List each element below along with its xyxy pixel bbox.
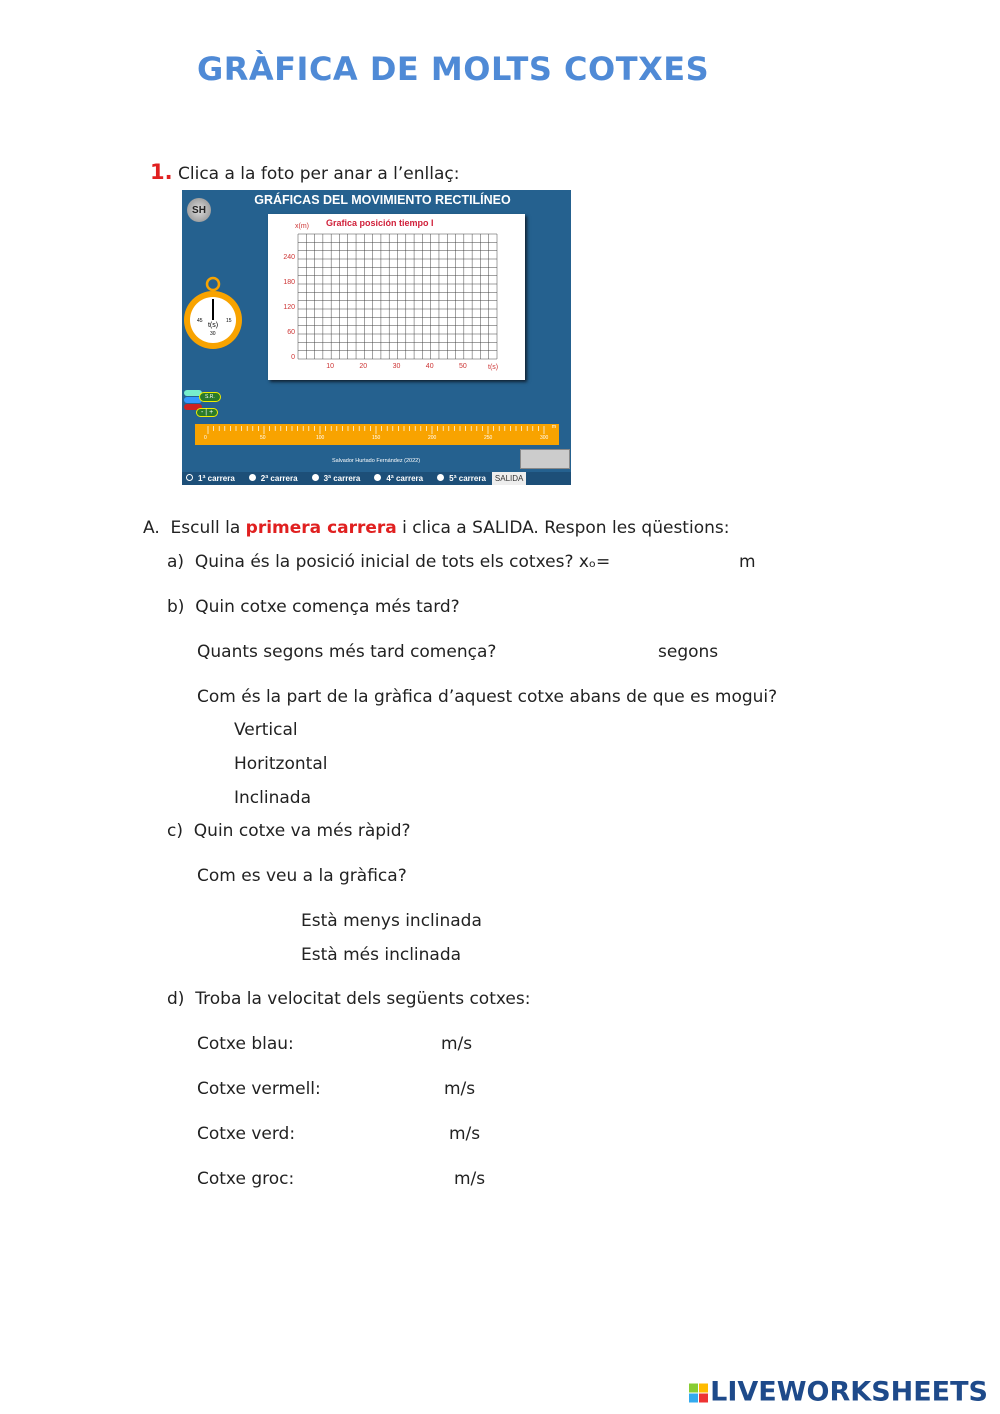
race-selector: [182, 472, 571, 485]
ruler-tick-label: 250: [484, 435, 493, 441]
option-less-inclined[interactable]: Està menys inclinada: [301, 911, 482, 931]
race-option[interactable]: 2ª carrera: [249, 472, 298, 485]
reference-system-button[interactable]: S.R.: [199, 392, 221, 402]
ruler-tick-label: 300: [540, 435, 549, 441]
y-tick-label: 240: [283, 254, 295, 261]
answer-unit: m/s: [441, 1034, 473, 1054]
answer-unit: m: [739, 552, 756, 572]
option-horizontal[interactable]: Horitzontal: [234, 754, 328, 774]
chart-grid: [268, 214, 525, 380]
section-a: A. Escull la primera carrera i clica a SALIDA. Respon les qüestions:: [143, 518, 730, 538]
clock-label: t(s): [207, 322, 219, 329]
question-c: c) Quin cotxe va més ràpid?: [167, 821, 411, 841]
answer-unit: segons: [658, 642, 719, 662]
answer-unit: m/s: [444, 1079, 476, 1099]
race-option[interactable]: 1ª carrera: [186, 472, 235, 485]
ruler-unit: m: [551, 424, 556, 430]
race-option[interactable]: 4ª carrera: [374, 472, 423, 485]
cc-license-icon: [520, 449, 570, 469]
ruler-tick-label: 150: [372, 435, 381, 441]
x-tick-label: 10: [326, 363, 334, 370]
question-d: d) Troba la velocitat dels següents cotxes:: [167, 989, 531, 1009]
car-blue-label: Cotxe blau:: [197, 1034, 294, 1054]
question-a: a) Quina és la posició inicial de tots els cotxes? xₒ=: [167, 552, 611, 572]
question-b3: Com és la part de la gràfica d’aquest cotxe abans de que es mogui?: [197, 687, 778, 707]
simulation-link-image[interactable]: GRÁFICAS DEL MOVIMIENTO RECTILÍNEO SH t(s) 45 15 30 Grafica posición tiempo I x(m) t(s) 0 60 120 180 240 10 20 30 40 50 S.R. - | + m 0 50 100 150 200 250 300 Salvador Hurtado Fernández (2022) 1ª carrera 2ª carrera 3ª carrera 4ª carrera 5ª carrera SALIDA: [182, 190, 571, 485]
svg-text:45: 45: [197, 318, 203, 324]
sim-logo: SH: [187, 198, 211, 222]
x-tick-label: 40: [425, 363, 434, 370]
chart-title: Grafica posición tiempo I: [326, 218, 434, 228]
page-title: GRÀFICA DE MOLTS COTXES: [197, 50, 710, 88]
race-option[interactable]: 5ª carrera: [437, 472, 486, 485]
position-time-chart: [268, 214, 525, 380]
y-tick-label: 120: [283, 304, 295, 311]
answer-unit: m/s: [454, 1169, 486, 1189]
y-tick-label: 60: [287, 329, 295, 336]
sim-title: GRÁFICAS DEL MOVIMIENTO RECTILÍNEO: [254, 193, 511, 207]
question-b: b) Quin cotxe comença més tard?: [167, 597, 460, 617]
car-yellow-label: Cotxe groc:: [197, 1169, 295, 1189]
ruler-tick-label: 100: [316, 435, 325, 441]
x-tick-label: 20: [359, 363, 368, 370]
option-vertical[interactable]: Vertical: [234, 720, 298, 740]
question-b2: Quants segons més tard comença?: [197, 642, 497, 662]
ruler-tick-label: 0: [204, 435, 207, 441]
answer-unit: m/s: [449, 1124, 481, 1144]
ruler-tick-label: 50: [260, 435, 266, 441]
question-number: 1.: [150, 160, 173, 184]
y-tick-label: 0: [291, 354, 295, 361]
minus-button[interactable]: -: [201, 409, 204, 416]
liveworksheets-logo: LIVEWORKSHEETS: [689, 1377, 988, 1408]
x-tick-label: 30: [392, 363, 401, 370]
x-axis-label: t(s): [488, 364, 499, 371]
author: Salvador Hurtado Fernández (2022): [332, 458, 421, 464]
car-red-label: Cotxe vermell:: [197, 1079, 321, 1099]
option-inclined[interactable]: Inclinada: [234, 788, 311, 808]
x-tick-label: 50: [459, 363, 467, 370]
highlight-first-race: primera carrera: [245, 518, 397, 538]
car-green-label: Cotxe verd:: [197, 1124, 296, 1144]
start-button[interactable]: SALIDA: [492, 472, 526, 485]
position-ruler: [195, 424, 559, 445]
live-icon: [689, 1384, 708, 1403]
y-tick-label: 180: [283, 279, 295, 286]
y-axis-label: x(m): [295, 223, 309, 230]
question-1: [150, 162, 459, 184]
race-option[interactable]: 3ª carrera: [312, 472, 361, 485]
ruler-tick-label: 200: [428, 435, 437, 441]
plus-button[interactable]: +: [209, 409, 214, 416]
svg-text:15: 15: [226, 318, 232, 324]
question-c2: Com es veu a la gràfica?: [197, 866, 407, 886]
stopwatch-icon: [182, 275, 247, 353]
option-more-inclined[interactable]: Està més inclinada: [301, 945, 462, 965]
svg-text:30: 30: [210, 331, 216, 337]
question-text: Clica a la foto per anar a l’enllaç:: [178, 164, 460, 184]
